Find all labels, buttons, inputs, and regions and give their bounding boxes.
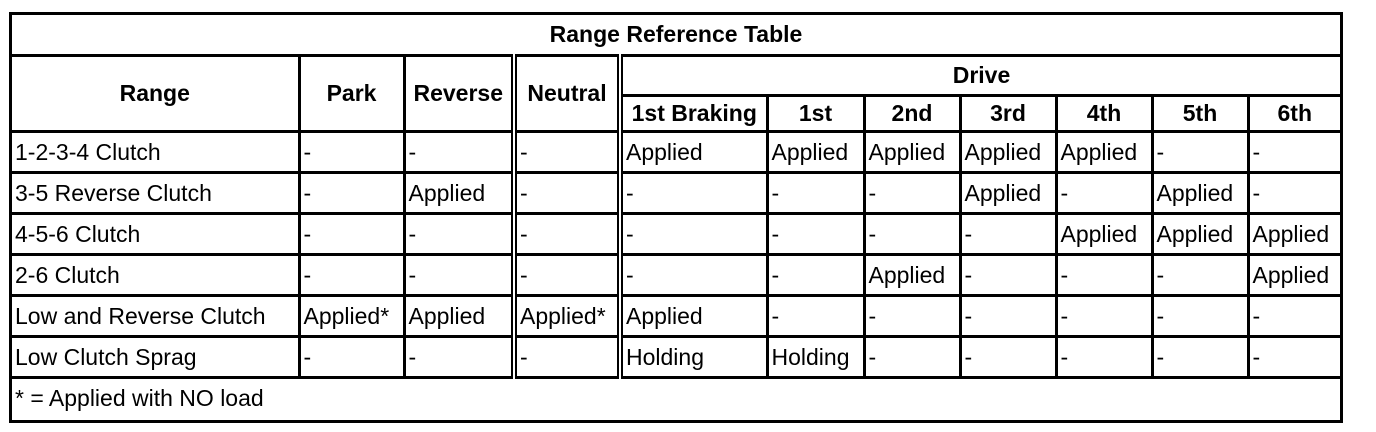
cell-park: - — [299, 213, 404, 254]
cell-5th: - — [1152, 336, 1248, 377]
cell-4th: Applied — [1056, 213, 1152, 254]
row-label: 1-2-3-4 Clutch — [12, 131, 299, 172]
cell-2nd: - — [864, 336, 960, 377]
cell-6th: - — [1248, 131, 1340, 172]
footnote: * = Applied with NO load — [12, 377, 1340, 417]
cell-park: - — [299, 172, 404, 213]
cell-reverse: - — [404, 336, 514, 377]
header-drive-1st: 1st — [767, 95, 864, 131]
cell-1st: - — [767, 213, 864, 254]
row-label: Low Clutch Sprag — [12, 336, 299, 377]
header-drive-6th: 6th — [1248, 95, 1340, 131]
table-row — [12, 172, 1340, 213]
table-row — [12, 295, 1340, 336]
cell-park: - — [299, 336, 404, 377]
cell-park: - — [299, 254, 404, 295]
cell-neutral: Applied* — [514, 295, 620, 336]
cell-reverse: - — [404, 131, 514, 172]
cell-1st-braking: - — [620, 254, 767, 295]
header-range: Range — [12, 55, 299, 131]
cell-3rd: Applied — [960, 131, 1056, 172]
row-label: 3-5 Reverse Clutch — [12, 172, 299, 213]
cell-5th: - — [1152, 131, 1248, 172]
header-drive-2nd: 2nd — [864, 95, 960, 131]
cell-1st: - — [767, 254, 864, 295]
cell-6th: - — [1248, 295, 1340, 336]
header-park: Park — [299, 55, 404, 131]
cell-reverse: Applied — [404, 172, 514, 213]
header-drive-4th: 4th — [1056, 95, 1152, 131]
row-label: 2-6 Clutch — [12, 254, 299, 295]
header-drive: Drive — [620, 55, 1340, 95]
range-reference-table — [12, 15, 1340, 417]
cell-3rd: - — [960, 295, 1056, 336]
cell-1st-braking: Holding — [620, 336, 767, 377]
row-label: 4-5-6 Clutch — [12, 213, 299, 254]
cell-2nd: Applied — [864, 254, 960, 295]
table-row — [12, 254, 1340, 295]
cell-4th: - — [1056, 295, 1152, 336]
header-drive-5th: 5th — [1152, 95, 1248, 131]
table-row — [12, 213, 1340, 254]
cell-1st-braking: - — [620, 213, 767, 254]
table-title: Range Reference Table — [12, 15, 1340, 55]
cell-2nd: Applied — [864, 131, 960, 172]
cell-1st: - — [767, 172, 864, 213]
cell-4th: - — [1056, 336, 1152, 377]
cell-6th: Applied — [1248, 213, 1340, 254]
table-body — [12, 131, 1340, 377]
cell-5th: - — [1152, 254, 1248, 295]
cell-1st-braking: - — [620, 172, 767, 213]
cell-neutral: - — [514, 131, 620, 172]
cell-2nd: - — [864, 172, 960, 213]
cell-4th: - — [1056, 172, 1152, 213]
cell-4th: - — [1056, 254, 1152, 295]
cell-neutral: - — [514, 254, 620, 295]
cell-6th: - — [1248, 172, 1340, 213]
cell-neutral: - — [514, 213, 620, 254]
row-label: Low and Reverse Clutch — [12, 295, 299, 336]
header-neutral: Neutral — [514, 55, 620, 131]
cell-5th: Applied — [1152, 213, 1248, 254]
cell-1st: - — [767, 295, 864, 336]
cell-1st: Holding — [767, 336, 864, 377]
header-drive-3rd: 3rd — [960, 95, 1056, 131]
cell-5th: - — [1152, 295, 1248, 336]
cell-neutral: - — [514, 172, 620, 213]
cell-1st-braking: Applied — [620, 131, 767, 172]
cell-3rd: - — [960, 336, 1056, 377]
cell-3rd: Applied — [960, 172, 1056, 213]
table-row — [12, 131, 1340, 172]
cell-reverse: - — [404, 254, 514, 295]
cell-2nd: - — [864, 213, 960, 254]
cell-1st: Applied — [767, 131, 864, 172]
header-drive-1st-braking: 1st Braking — [620, 95, 767, 131]
cell-3rd: - — [960, 213, 1056, 254]
cell-5th: Applied — [1152, 172, 1248, 213]
cell-reverse: - — [404, 213, 514, 254]
cell-neutral: - — [514, 336, 620, 377]
cell-1st-braking: Applied — [620, 295, 767, 336]
header-reverse: Reverse — [404, 55, 514, 131]
range-reference-table-frame — [9, 12, 1343, 423]
cell-park: Applied* — [299, 295, 404, 336]
cell-3rd: - — [960, 254, 1056, 295]
cell-4th: Applied — [1056, 131, 1152, 172]
table-row — [12, 336, 1340, 377]
cell-6th: - — [1248, 336, 1340, 377]
cell-park: - — [299, 131, 404, 172]
cell-reverse: Applied — [404, 295, 514, 336]
cell-6th: Applied — [1248, 254, 1340, 295]
cell-2nd: - — [864, 295, 960, 336]
